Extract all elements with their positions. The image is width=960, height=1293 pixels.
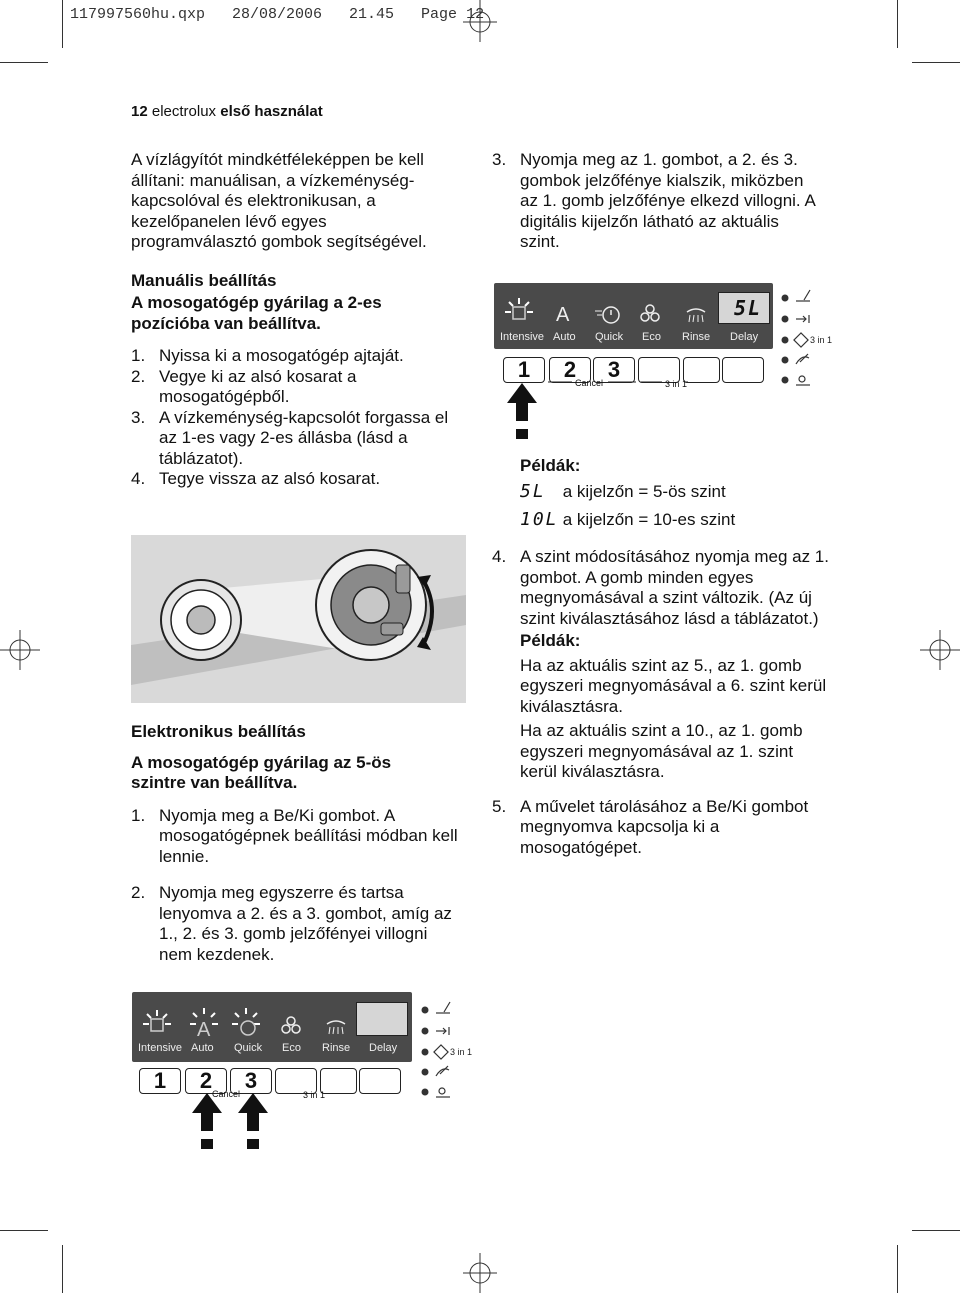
- indicator-icons: [420, 1000, 472, 1100]
- print-slug: 117997560hu.qxp 28/08/2006 21.45 Page 12: [70, 6, 485, 23]
- quick-icon: [595, 305, 621, 325]
- button-5[interactable]: [320, 1068, 357, 1094]
- crop-mark: [897, 0, 898, 48]
- electronic-title: Elektronikus beállítás: [131, 722, 306, 741]
- list-item: 2. Nyomja meg egyszerre és tartsa lenyomva a 2. és a 3. gombot, amíg az 1., 2. és 3. gomb jelzőfényei villogni nem kezdenek.: [131, 883, 452, 964]
- auto-icon: A: [556, 304, 570, 326]
- button-5[interactable]: [683, 357, 720, 383]
- cancel-label: Cancel: [212, 1089, 241, 1099]
- section-name: első használat: [220, 103, 323, 120]
- button-3[interactable]: 3: [593, 357, 635, 383]
- three-in-one-label: 3 in 1: [303, 1090, 326, 1100]
- crop-mark: [912, 1230, 960, 1231]
- quick-icon: [230, 1008, 262, 1040]
- intensive-icon: [143, 1010, 171, 1038]
- example-text: Ha az aktuális szint az 5., az 1. gomb egyszeri megnyomásával a 6. szint kerül kiválasztásra.: [520, 655, 827, 716]
- list-item: 1. Nyomja meg a Be/Ki gombot. A mosogatógépnek beállítási módban kell lennie.: [131, 805, 458, 866]
- list-item: 5. A művelet tárolásához a Be/Ki gombot megnyomva kapcsolja ki a mosogatógépet.: [492, 796, 809, 857]
- crop-mark: [62, 0, 63, 48]
- panel-label-eco: Eco: [642, 331, 661, 343]
- crop-mark: [0, 1230, 48, 1231]
- button-3[interactable]: 3: [230, 1068, 272, 1094]
- registration-mark: [463, 1253, 497, 1293]
- bracket-lines: [548, 379, 688, 385]
- examples-title: Példák:: [520, 456, 581, 475]
- list-item: 1. Nyissa ki a mosogatógép ajtaját.: [131, 346, 404, 365]
- panel-label-auto: Auto: [553, 331, 576, 343]
- example-row: 10L a kijelzőn = 10-es szint: [520, 509, 736, 530]
- svg-text:3 in 1: 3 in 1: [450, 1047, 472, 1057]
- eco-icon: [640, 304, 660, 324]
- manual-subtitle: A mosogatógép gyárilag a 2-es pozícióba van beállítva.: [131, 293, 382, 333]
- button-6[interactable]: [359, 1068, 401, 1094]
- intensive-icon: [505, 298, 533, 326]
- list-item: 2. Vegye ki az alsó kosarat a mosogatógépből.: [131, 366, 357, 406]
- intro-text: A vízlágyítót mindkétféleképpen be kell állítani: manuálisan, a vízkeménység-kapcsolóval és elektronikusan, a kezelőpanelen lévő egyes programválasztó gombok segítségével.: [131, 150, 427, 251]
- panel-label-rinse: Rinse: [682, 331, 711, 343]
- panel-label-delay: Delay: [730, 331, 759, 343]
- crop-mark: [0, 62, 48, 63]
- rinse-icon: [325, 1018, 347, 1036]
- water-softener-dial-illustration: [131, 535, 466, 703]
- examples-title: Példák:: [520, 631, 581, 650]
- left-column: [131, 150, 451, 490]
- page-header: [131, 103, 323, 120]
- eco-icon: [281, 1016, 301, 1036]
- display-readout: 5L: [734, 296, 763, 320]
- registration-mark: [920, 630, 960, 670]
- button-2[interactable]: 2: [549, 357, 591, 383]
- list-item: 4. Tegye vissza az alsó kosarat.: [131, 469, 381, 488]
- left-column-lower: [131, 722, 461, 965]
- panel-label-eco: Eco: [282, 1042, 301, 1054]
- registration-mark: [463, 0, 497, 42]
- crop-mark: [912, 62, 960, 63]
- electronic-subtitle: A mosogatógép gyárilag az 5-ös szintre van beállítva.: [131, 752, 392, 792]
- electronic-steps: [131, 806, 461, 966]
- auto-icon: [188, 1008, 220, 1040]
- lcd-example: 10L: [520, 509, 559, 530]
- panel-label-quick: Quick: [234, 1042, 263, 1054]
- indicator-icons: [780, 288, 832, 388]
- button-1[interactable]: 1: [503, 357, 545, 383]
- step-list: [492, 150, 822, 253]
- button-1[interactable]: 1: [139, 1068, 181, 1094]
- button-6[interactable]: [722, 357, 764, 383]
- panel-label-intensive: Intensive: [500, 331, 545, 343]
- rinse-icon: [685, 306, 707, 324]
- page-number: 12: [131, 103, 148, 120]
- right-column-bottom: [492, 547, 832, 858]
- panel-label-delay: Delay: [369, 1042, 398, 1054]
- press-arrow-icon: [192, 1093, 222, 1153]
- press-arrow-icon: [238, 1093, 268, 1153]
- svg-text:3 in 1: 3 in 1: [810, 335, 832, 345]
- manual-steps: [131, 346, 451, 490]
- press-arrow-icon: [507, 383, 537, 443]
- step-list: [492, 547, 832, 858]
- svg-text:A: A: [197, 1019, 211, 1040]
- lcd-example: 5L: [520, 481, 546, 502]
- crop-mark: [62, 1245, 63, 1293]
- right-column-top: [492, 150, 822, 253]
- digital-display: [356, 1002, 408, 1036]
- list-item: 4. A szint módosításához nyomja meg az 1. gombot. A gomb minden egyes megnyomásával a szint változik. (Az új szint kiválasztásához lásd a táblázatot.) Példák: Ha az aktuális szint az 5., az 1. gomb egyszeri megnyomásával a 6. szint kerül kiválasztásra. Ha az aktuális szint a 10., az 1. gomb egyszeri megnyomásával az 1. szint kerül kiválasztásra.: [492, 547, 832, 783]
- registration-mark: [0, 630, 40, 670]
- example-row: 5L a kijelzőn = 5-ös szint: [520, 481, 726, 502]
- panel-label-quick: Quick: [595, 331, 624, 343]
- brand-name: electrolux: [151, 103, 217, 120]
- crop-mark: [897, 1245, 898, 1293]
- three-in-one-label: 3 in 1: [665, 379, 688, 389]
- example-text: Ha az aktuális szint a 10., az 1. gomb egyszeri megnyomásával az 1. szint kerül kiválasztásra.: [520, 721, 803, 781]
- panel-label-intensive: Intensive: [138, 1042, 183, 1054]
- cancel-label: Cancel: [575, 378, 604, 388]
- manual-title: Manuális beállítás: [131, 270, 277, 290]
- panel-label-rinse: Rinse: [322, 1042, 351, 1054]
- panel-label-auto: Auto: [191, 1042, 214, 1054]
- list-item: 3. Nyomja meg az 1. gombot, a 2. és 3. gombok jelzőfénye kialszik, miközben az 1. gomb jelzőfénye elkezd villogni. A digitális kijelzőn látható az aktuális szint.: [492, 150, 815, 251]
- button-2[interactable]: 2: [185, 1068, 227, 1094]
- list-item: 3. A vízkeménység-kapcsolót forgassa el az 1-es vagy 2-es állásba (lásd a táblázatot).: [131, 407, 449, 468]
